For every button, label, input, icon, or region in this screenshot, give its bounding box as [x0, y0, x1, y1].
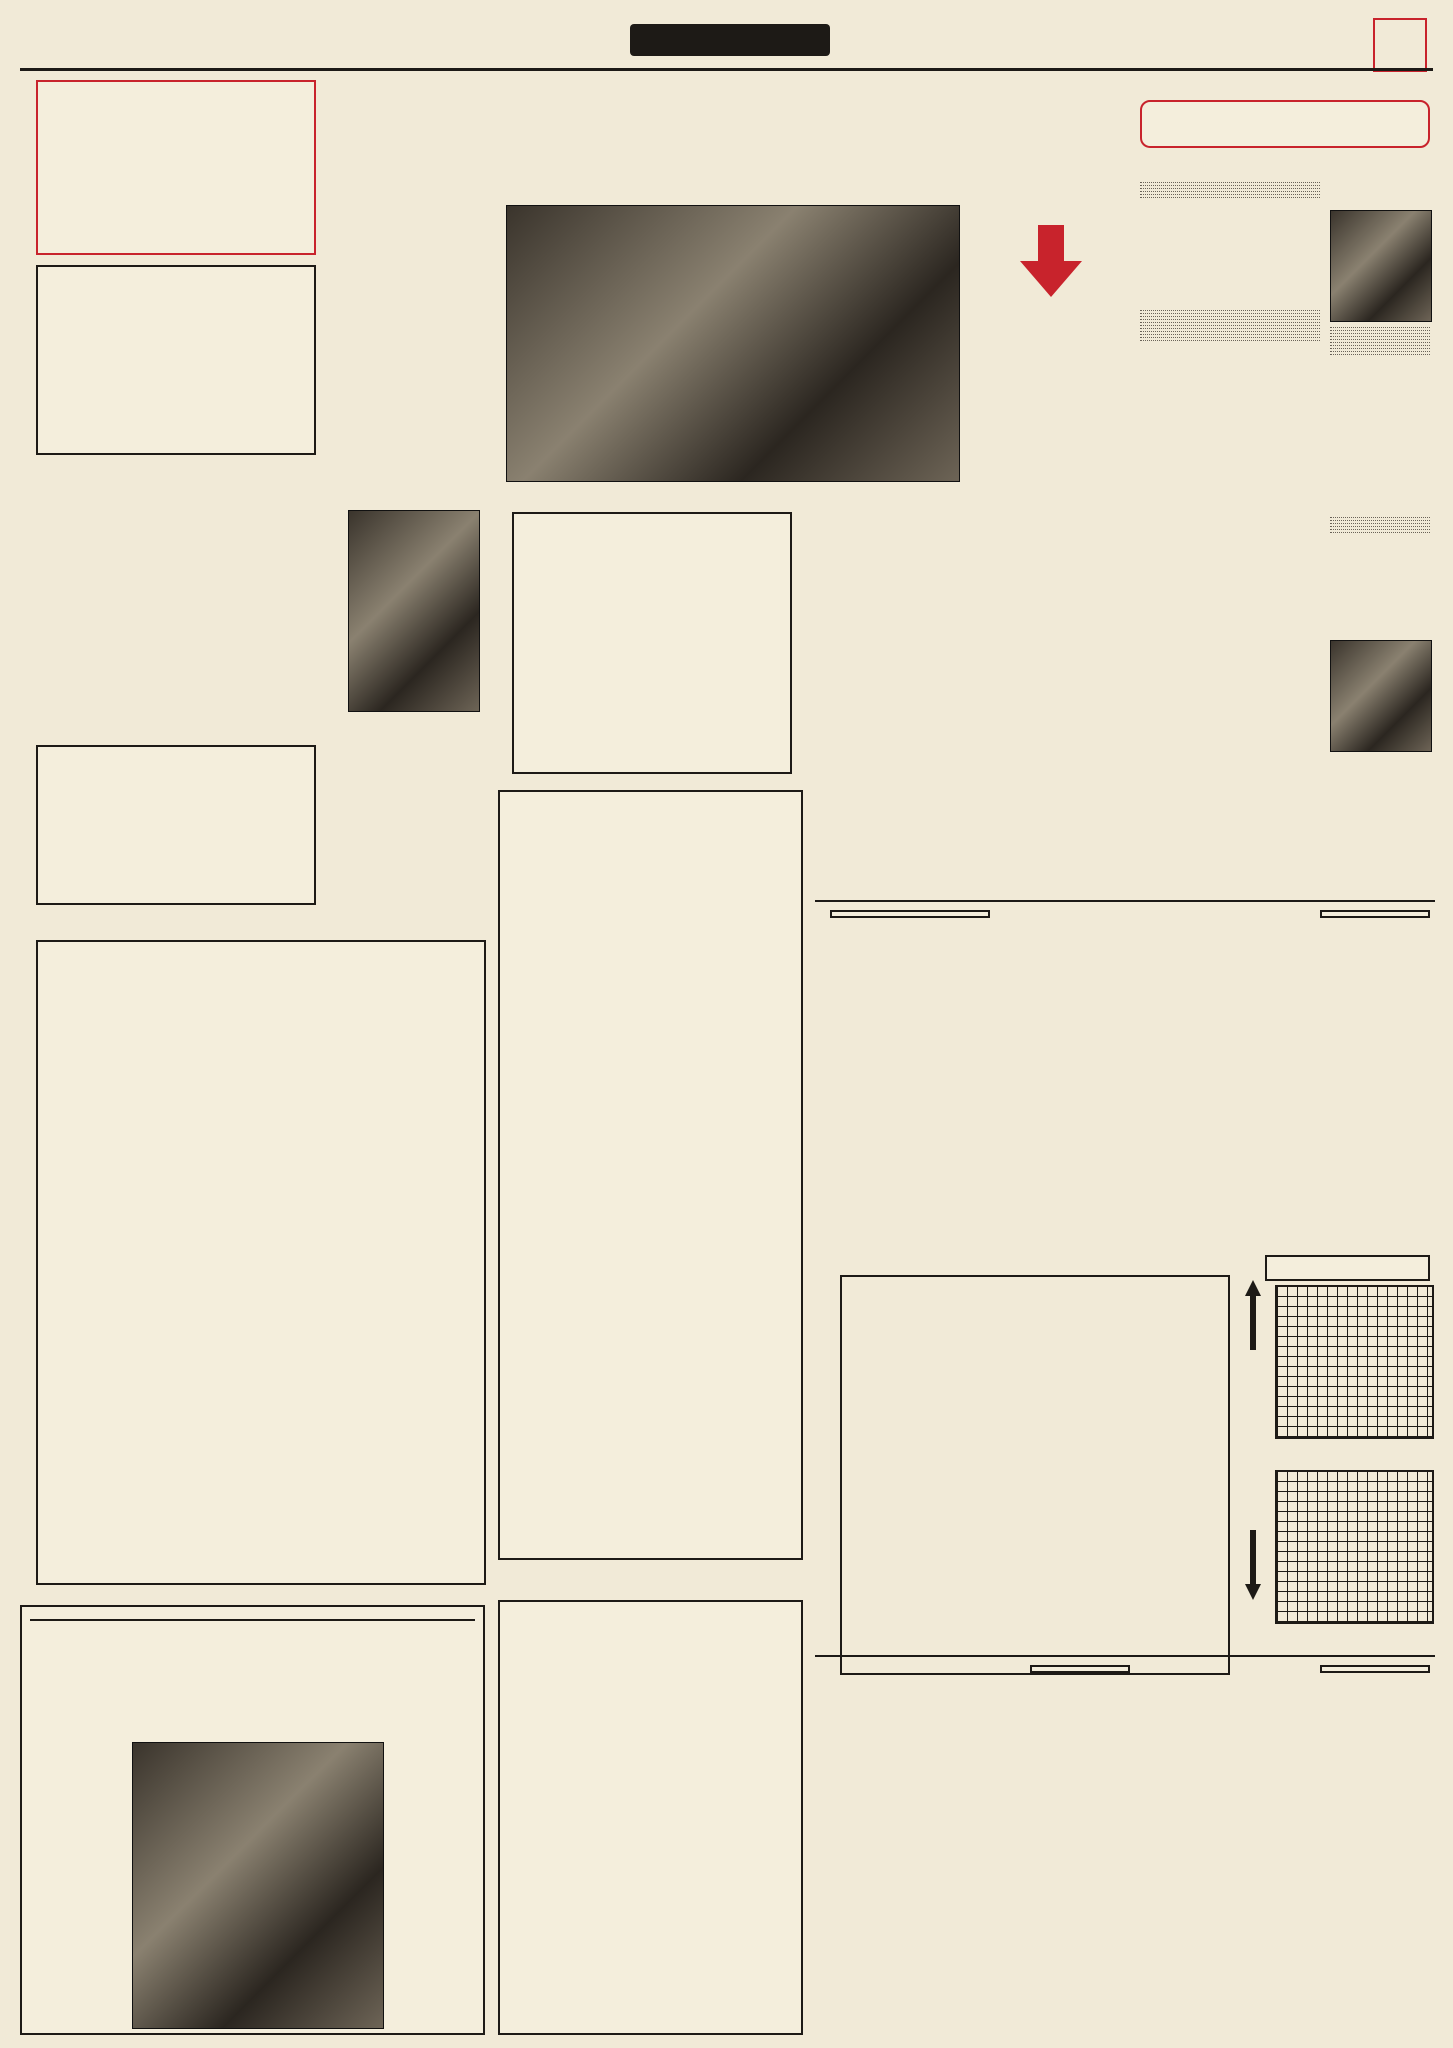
tv-item	[1140, 195, 1320, 198]
tv-item	[1330, 530, 1430, 533]
newspaper-logo	[1373, 18, 1427, 72]
mini-grid-1	[1275, 1285, 1434, 1439]
down-title	[830, 910, 990, 918]
tv-schedule-1	[1330, 325, 1430, 355]
awards-bullets	[815, 490, 1120, 494]
crossword-down-title-col	[830, 910, 990, 918]
arrow-down-icon	[1020, 225, 1082, 297]
crossword-top-rule	[815, 900, 1435, 902]
tv-schedule-2	[1140, 180, 1320, 198]
missing-boy-photo	[348, 510, 480, 712]
exhibition-ad	[36, 745, 316, 905]
masthead	[20, 18, 1433, 68]
crossword-grid	[840, 1275, 1230, 1675]
arrow-down-small-icon	[1245, 1530, 1261, 1600]
gazellis-ad	[498, 790, 803, 1560]
crossword2-down-title-col	[1030, 1665, 1130, 1673]
agahi-ad	[512, 512, 792, 774]
section-banner	[630, 24, 830, 56]
orchestra-ad	[498, 1600, 803, 2035]
down2-title	[1030, 1665, 1130, 1673]
tv-photo-1	[1330, 210, 1432, 322]
across-title	[1320, 910, 1430, 918]
tv-item	[1330, 352, 1430, 355]
tv-schedule-4	[1330, 515, 1430, 533]
arrow-up-icon	[1245, 1280, 1261, 1350]
assembly-ad	[36, 466, 316, 734]
tv-schedule-3	[1140, 308, 1320, 341]
mini-grid-2	[1275, 1470, 1434, 1624]
crossword-title	[1265, 1255, 1430, 1281]
cinema-header	[30, 1615, 475, 1621]
driver-title	[38, 267, 314, 279]
tv-header	[1140, 100, 1430, 148]
across2-title	[1320, 1665, 1430, 1673]
plastic-store-ad	[36, 80, 316, 255]
cinema-ad	[20, 1605, 485, 2035]
crossword2-across-col	[1320, 1665, 1430, 1679]
tv-item	[1140, 338, 1320, 341]
film-poster-photo	[132, 1742, 384, 2029]
awards-headline-box	[970, 82, 1120, 172]
grid-column-numbers	[842, 1252, 1232, 1272]
tv-photo-2	[1330, 640, 1432, 752]
kids-group-photo	[506, 205, 960, 482]
crossword-across-col	[1320, 910, 1430, 924]
masthead-rule	[20, 68, 1433, 71]
theatre-ad	[36, 940, 486, 1585]
crossword-mid-rule	[815, 1655, 1435, 1657]
driver-ad	[36, 265, 316, 455]
